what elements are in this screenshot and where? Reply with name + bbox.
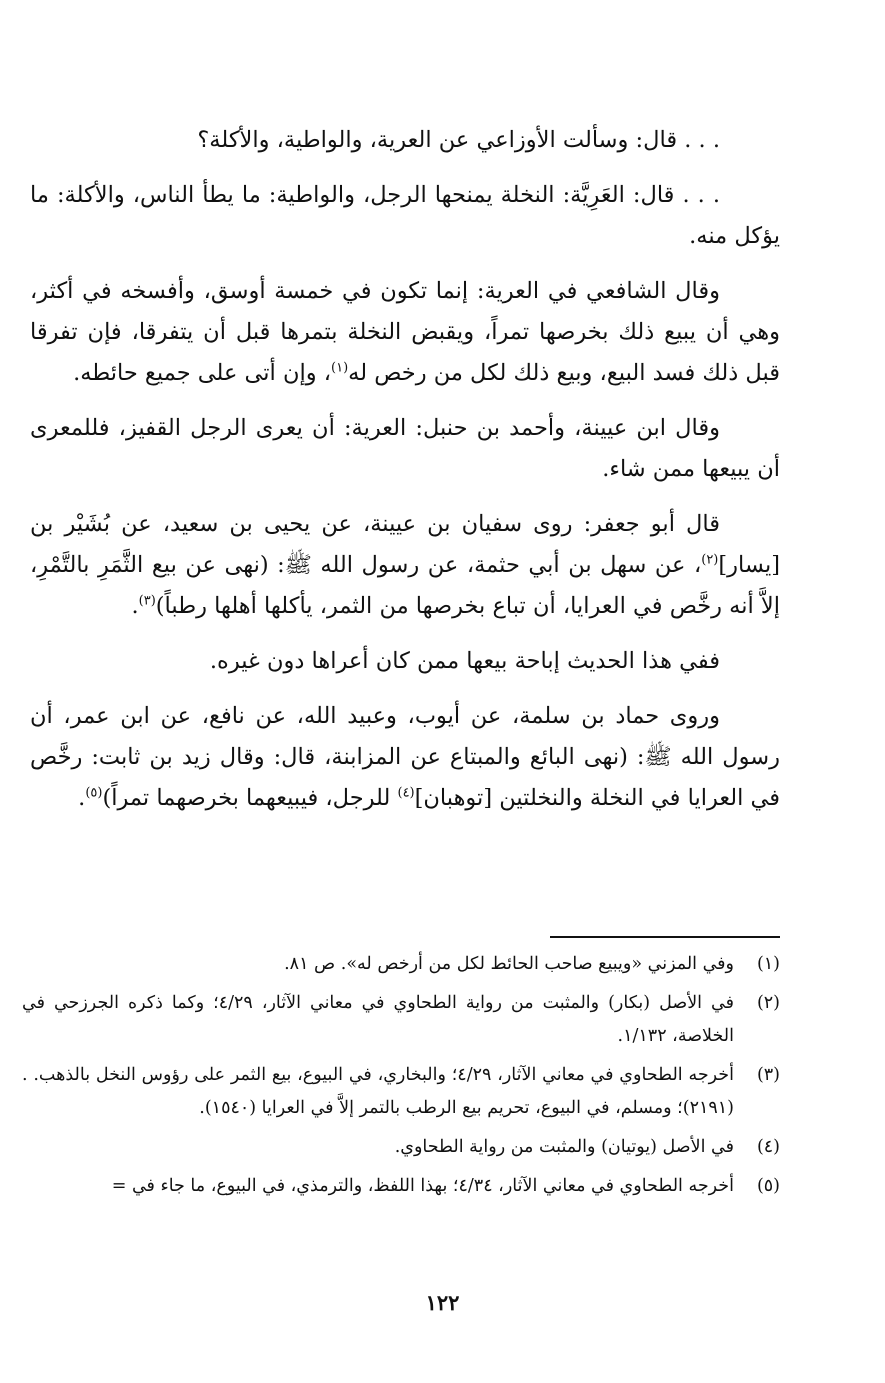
paragraph: [30, 408, 780, 490]
paragraph-text: ، عن سهل بن أبي حثمة، عن رسول الله ﷺ: (نهى عن بيع الثَّمَرِ بالتَّمْرِ، إلاَّ أنه رخَّص في العرايا، أن تباع بخرصها من الثمر، يأكلها أهلها رطباً): [30, 552, 780, 619]
footnotes: [22, 948, 780, 1209]
paragraph: [30, 696, 780, 819]
page-number: ١٢٢: [425, 1290, 460, 1315]
main-text: [30, 120, 780, 833]
footnote: [22, 1170, 780, 1203]
paragraph-text: .: [131, 593, 139, 619]
paragraph-text: . . . قال: وسألت الأوزاعي عن العرية، والواطية، والأكلة؟: [197, 127, 720, 153]
paragraph-text: للرجل، فيبيعهما بخرصهما تمراً): [102, 785, 398, 811]
footnote-text: في الأصل (يوتيان) والمثبت من رواية الطحاوي.: [394, 1137, 734, 1157]
paragraph-text: ، وإن أتى على جميع حائطه.: [73, 360, 332, 386]
footnote-text: أخرجه الطحاوي في معاني الآثار، ٤/٢٩؛ والبخاري، في البيوع، بيع الثمر على رؤوس النخل بالذهب. . (٢١٩١)؛ ومسلم، في البيوع، تحريم بيع الرطب بالتمر إلاَّ في العرايا (١٥٤٠).: [22, 1065, 734, 1118]
paragraph: [30, 271, 780, 394]
paragraph-text: . . . قال: العَرِيَّة: النخلة يمنحها الرجل، والواطية: ما يطأ الناس، والأكلة: ما يؤكل منه.: [30, 182, 780, 249]
paragraph: [30, 504, 780, 627]
paragraph-text: ففي هذا الحديث إباحة بيعها ممن كان أعراها دون غيره.: [209, 648, 720, 674]
footnote-number: (٥): [756, 1176, 780, 1196]
footnote-number: (٣): [756, 1065, 780, 1085]
footnote-ref: (١): [331, 360, 349, 376]
paragraph: [30, 175, 780, 257]
footnote-number: (٢): [756, 993, 780, 1013]
paragraph: [30, 641, 780, 682]
footnote: [22, 948, 780, 981]
footnote-ref: (٣): [138, 593, 156, 609]
footnote-ref: (٤): [397, 785, 415, 801]
paragraph-text: قال أبو جعفر: روى سفيان بن عيينة، عن يحيى بن سعيد، عن بُشَيْر بن [يسار]: [30, 511, 780, 578]
footnote-separator: [550, 936, 780, 938]
paragraph-text: وقال الشافعي في العرية: إنما تكون في خمسة أوسق، وأفسخه في أكثر، وهي أن يبيع ذلك بخرصها تمراً، ويقبض النخلة بتمرها قبل أن يتفرقا، فإن تفرقا قبل ذلك فسد البيع، وبيع ذلك لكل من رخص له: [30, 278, 780, 386]
footnote: [22, 987, 780, 1053]
footnote-text: أخرجه الطحاوي في معاني الآثار، ٤/٣٤؛ بهذا اللفظ، والترمذي، في البيوع، ما جاء في =: [111, 1176, 734, 1196]
paragraph: [30, 120, 780, 161]
footnote: [22, 1059, 780, 1125]
footnote-number: (٤): [756, 1137, 780, 1157]
footnote-ref: (٢): [701, 552, 719, 568]
paragraph-text: وروى حماد بن سلمة، عن أيوب، وعبيد الله، عن نافع، عن ابن عمر، أن رسول الله ﷺ: (نهى البائع والمبتاع عن المزابنة، قال: وقال زيد بن ثابت: رخَّص في العرايا في النخلة والنخلتين [توهبان]: [30, 703, 780, 811]
footnote-ref: (٥): [85, 785, 103, 801]
paragraph-text: .: [78, 785, 86, 811]
footnote-text: في الأصل (بكار) والمثبت من رواية الطحاوي في معاني الآثار، ٤/٢٩؛ وكما ذكره الجرزحي في الخلاصة، ١/١٣٢.: [22, 993, 734, 1046]
footnote: [22, 1131, 780, 1164]
footnote-number: (١): [756, 954, 780, 974]
paragraph-text: وقال ابن عيينة، وأحمد بن حنبل: العرية: أن يعرى الرجل القفيز، فللمعرى أن يبيعها ممن شاء.: [30, 415, 780, 482]
footnote-text: وفي المزني «ويبيع صاحب الحائط لكل من أرخص له». ص ٨١.: [284, 954, 734, 974]
